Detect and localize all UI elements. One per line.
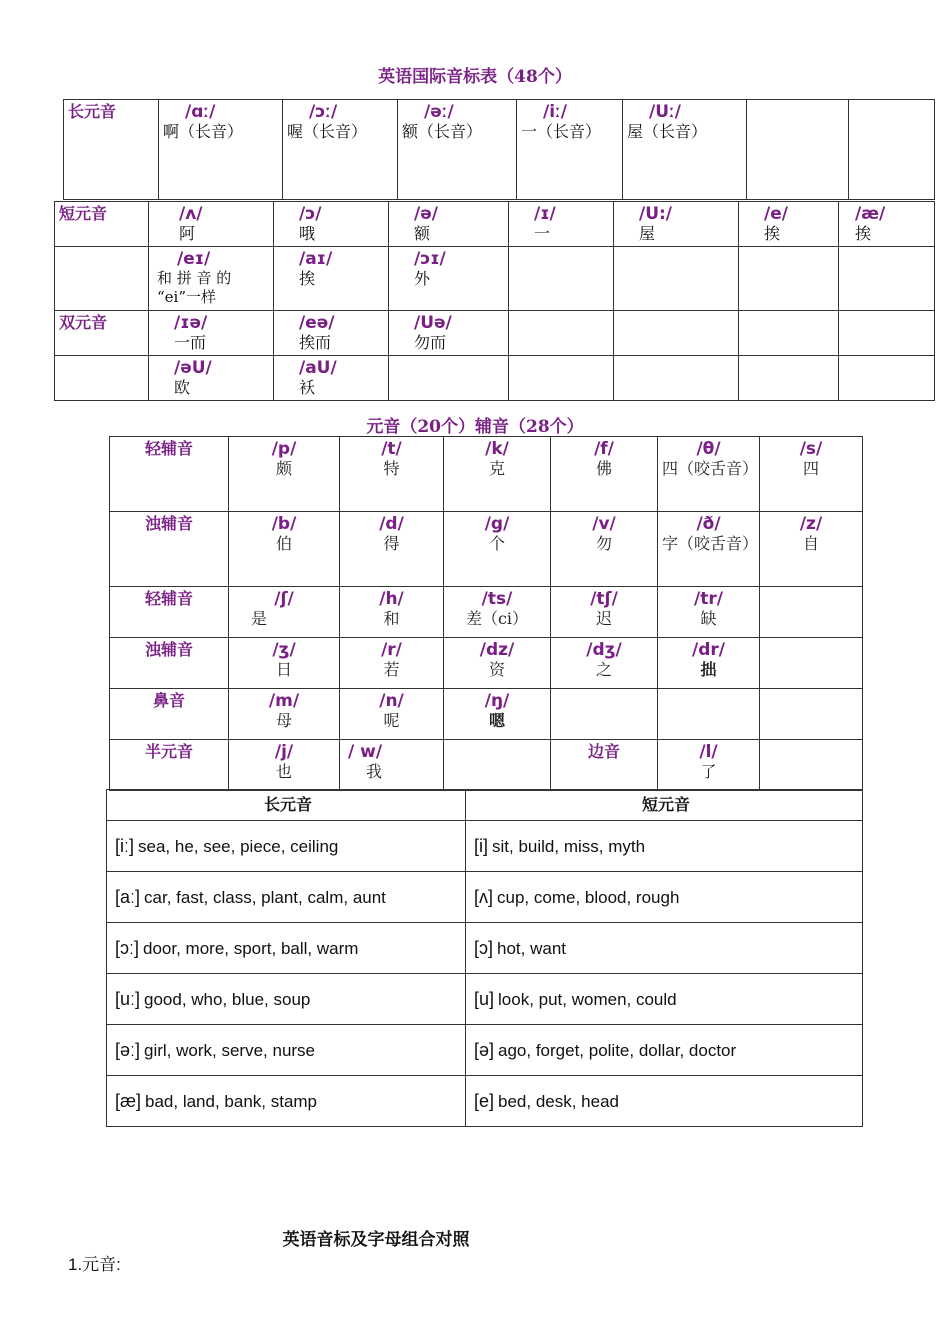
consonant-cell: /l/ 了 bbox=[658, 740, 760, 791]
consonant-cell: /z/ 自 bbox=[760, 512, 863, 587]
example-long-cell: [ɔː] door, more, sport, ball, warm bbox=[107, 923, 466, 974]
consonant-cell: /θ/ 四（咬舌音） bbox=[658, 437, 760, 512]
long-vowel-label: 长元音 bbox=[64, 100, 159, 200]
consonant-cell: /t/ 特 bbox=[340, 437, 444, 512]
header-short-vowel: 短元音 bbox=[466, 790, 863, 821]
consonant-cell: /ð/ 字（咬舌音） bbox=[658, 512, 760, 587]
consonant-row-label: 浊辅音 bbox=[110, 512, 229, 587]
page-title: 英语国际音标表（48个） bbox=[378, 67, 572, 87]
short-vowel-cell: /U:/ 屋 bbox=[614, 202, 739, 247]
empty-cell bbox=[760, 638, 863, 689]
empty-cell bbox=[839, 311, 935, 356]
short-vowel-label: 短元音 bbox=[55, 202, 149, 247]
example-short-cell: [i] sit, build, miss, myth bbox=[466, 821, 863, 872]
diphthong-cell: /aɪ/ 挨 bbox=[274, 247, 389, 311]
empty-cell bbox=[760, 689, 863, 740]
diphthong-cell: /Uə/ 勿而 bbox=[389, 311, 509, 356]
empty-cell bbox=[509, 247, 614, 311]
diphthong-cell: /əU/ 欧 bbox=[149, 356, 274, 401]
empty-cell bbox=[614, 356, 739, 401]
example-short-cell: [ə] ago, forget, polite, dollar, doctor bbox=[466, 1025, 863, 1076]
consonant-cell: /s/ 四 bbox=[760, 437, 863, 512]
consonant-cell: /ŋ/ 嗯 bbox=[444, 689, 551, 740]
consonant-cell: /k/ 克 bbox=[444, 437, 551, 512]
empty-cell bbox=[55, 247, 149, 311]
empty-cell bbox=[509, 356, 614, 401]
empty-cell bbox=[55, 356, 149, 401]
example-short-cell: [ɔ] hot, want bbox=[466, 923, 863, 974]
consonant-cell: /p/ 颇 bbox=[229, 437, 340, 512]
long-vowel-table bbox=[63, 99, 935, 200]
short-vowel-cell: /ʌ/ 阿 bbox=[149, 202, 274, 247]
consonant-cell: /d/ 得 bbox=[340, 512, 444, 587]
consonant-cell: /dz/ 资 bbox=[444, 638, 551, 689]
short-diphthong-table bbox=[54, 201, 935, 401]
consonant-table bbox=[109, 436, 863, 791]
empty-cell bbox=[444, 740, 551, 791]
short-vowel-cell: /æ/ 挨 bbox=[839, 202, 935, 247]
consonant-cell: / w/ 我 bbox=[340, 740, 444, 791]
empty-cell bbox=[747, 100, 849, 200]
consonant-cell: /ts/ 差（ci） bbox=[444, 587, 551, 638]
consonant-row-label: 浊辅音 bbox=[110, 638, 229, 689]
header-long-vowel: 长元音 bbox=[107, 790, 466, 821]
consonant-cell: /f/ 佛 bbox=[551, 437, 658, 512]
empty-cell bbox=[509, 311, 614, 356]
empty-cell bbox=[551, 689, 658, 740]
diphthong-label: 双元音 bbox=[55, 311, 149, 356]
consonant-cell: /r/ 若 bbox=[340, 638, 444, 689]
long-vowel-cell: /ɔː/ 喔（长音） bbox=[283, 100, 398, 200]
consonant-cell: /v/ 勿 bbox=[551, 512, 658, 587]
consonant-cell: /ʃ/ 是 bbox=[229, 587, 340, 638]
empty-cell bbox=[760, 587, 863, 638]
vowel-examples-table bbox=[106, 789, 863, 1127]
consonant-cell: /m/ 母 bbox=[229, 689, 340, 740]
example-long-cell: [uː] good, who, blue, soup bbox=[107, 974, 466, 1025]
empty-cell bbox=[739, 356, 839, 401]
diphthong-cell: /ɪə/ 一而 bbox=[149, 311, 274, 356]
diphthong-cell: /ɔɪ/ 外 bbox=[389, 247, 509, 311]
consonant-cell: /b/ 伯 bbox=[229, 512, 340, 587]
consonant-cell: /ʒ/ 日 bbox=[229, 638, 340, 689]
empty-cell bbox=[614, 247, 739, 311]
empty-cell bbox=[739, 247, 839, 311]
empty-cell bbox=[839, 247, 935, 311]
diphthong-cell: /eə/ 挨而 bbox=[274, 311, 389, 356]
empty-cell bbox=[839, 356, 935, 401]
diphthong-cell: /eɪ/ 和 拼 音 的 “ei”一样 bbox=[149, 247, 274, 311]
short-vowel-cell: /e/ 挨 bbox=[739, 202, 839, 247]
consonant-cell: /tr/ 缺 bbox=[658, 587, 760, 638]
consonant-cell: /n/ 呢 bbox=[340, 689, 444, 740]
consonant-row-label: 半元音 bbox=[110, 740, 229, 791]
long-vowel-cell: /ɑː/ 啊（长音） bbox=[159, 100, 283, 200]
consonant-row-label: 鼻音 bbox=[110, 689, 229, 740]
section-title-letter-combinations: 英语音标及字母组合对照 bbox=[282, 1230, 470, 1250]
empty-cell bbox=[739, 311, 839, 356]
diphthong-cell: /aU/ 袄 bbox=[274, 356, 389, 401]
section-title-vowel-consonant-count: 元音（20个）辅音（28个） bbox=[366, 417, 584, 437]
example-short-cell: [e] bed, desk, head bbox=[466, 1076, 863, 1127]
consonant-cell: /j/ 也 bbox=[229, 740, 340, 791]
empty-cell bbox=[849, 100, 935, 200]
example-long-cell: [aː] car, fast, class, plant, calm, aunt bbox=[107, 872, 466, 923]
example-long-cell: [iː] sea, he, see, piece, ceiling bbox=[107, 821, 466, 872]
example-short-cell: [u] look, put, women, could bbox=[466, 974, 863, 1025]
short-vowel-cell: /ɔ/ 哦 bbox=[274, 202, 389, 247]
consonant-cell: /g/ 个 bbox=[444, 512, 551, 587]
consonant-cell: /dr/ 拙 bbox=[658, 638, 760, 689]
example-long-cell: [æ] bad, land, bank, stamp bbox=[107, 1076, 466, 1127]
consonant-row-label: 轻辅音 bbox=[110, 437, 229, 512]
empty-cell bbox=[658, 689, 760, 740]
consonant-cell: /tʃ/ 迟 bbox=[551, 587, 658, 638]
long-vowel-cell: /iː/ 一（长音） bbox=[517, 100, 623, 200]
empty-cell bbox=[760, 740, 863, 791]
short-vowel-cell: /ə/ 额 bbox=[389, 202, 509, 247]
example-short-cell: [ʌ] cup, come, blood, rough bbox=[466, 872, 863, 923]
lateral-label: 边音 bbox=[551, 740, 658, 791]
example-long-cell: [əː] girl, work, serve, nurse bbox=[107, 1025, 466, 1076]
long-vowel-cell: /əː/ 额（长音） bbox=[398, 100, 517, 200]
short-vowel-cell: /ɪ/ 一 bbox=[509, 202, 614, 247]
empty-cell bbox=[614, 311, 739, 356]
empty-cell bbox=[389, 356, 509, 401]
long-vowel-cell: /Uː/ 屋（长音） bbox=[623, 100, 747, 200]
consonant-cell: /dʒ/ 之 bbox=[551, 638, 658, 689]
section-heading-vowels: 1.元音: bbox=[68, 1255, 121, 1274]
consonant-cell: /h/ 和 bbox=[340, 587, 444, 638]
consonant-row-label: 轻辅音 bbox=[110, 587, 229, 638]
